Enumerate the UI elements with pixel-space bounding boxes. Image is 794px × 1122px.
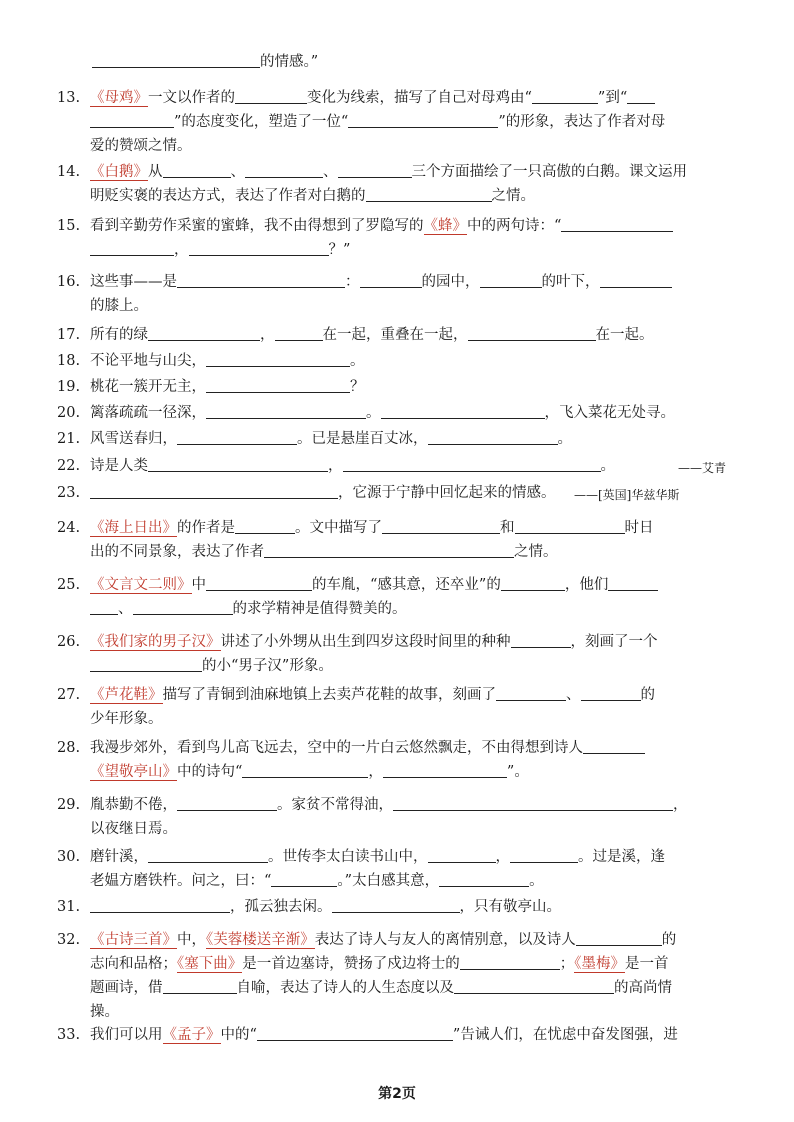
blank[interactable] xyxy=(271,871,337,887)
blank[interactable] xyxy=(206,575,312,591)
blank[interactable] xyxy=(338,162,412,178)
blank[interactable] xyxy=(148,325,260,341)
blank[interactable] xyxy=(189,240,329,256)
blank[interactable] xyxy=(561,216,673,232)
blank[interactable] xyxy=(532,88,598,104)
attribution: ——[英国]华兹华斯 xyxy=(574,488,680,502)
question-number: 30. xyxy=(57,849,81,865)
text-title: 《 海上日出 》 xyxy=(90,520,177,537)
question-number: 26. xyxy=(57,634,81,650)
blank[interactable] xyxy=(600,272,672,288)
blank[interactable] xyxy=(480,272,542,288)
blank[interactable] xyxy=(382,518,500,534)
question-number: 13. xyxy=(57,90,81,106)
question-number: 32. xyxy=(57,932,81,948)
attribution: ——艾青 xyxy=(678,461,727,475)
text-title: 《 白鹅 》 xyxy=(90,164,148,181)
blank[interactable] xyxy=(501,575,565,591)
question-number: 29. xyxy=(57,797,81,813)
text-title: 《 孟子 》 xyxy=(163,1027,221,1044)
blank[interactable] xyxy=(366,186,492,202)
blank[interactable] xyxy=(511,632,571,648)
question-number: 33. xyxy=(57,1027,81,1043)
blank[interactable] xyxy=(275,325,323,341)
question-number: 18. xyxy=(57,353,81,369)
blank[interactable] xyxy=(332,897,460,913)
worksheet-page: 的情感。” 13. 《 母鸡 》 一文以作者的 变化为线索，描写了自己对母鸡由“ ”到“ ”的态度变化，塑造了一位“ ”的形象，表达了作者对母 爱的赞颂之情。 14. 《 白鹅 》 从 、 、 三个方面描绘了一只高傲的白鹅。课文运用 明贬实褒的表达方式，表达了作者对白鹅的 之情。 15. 看到辛勤劳作采蜜的蜜蜂，我不由得想到了罗隐写的《 蜂 》 中的两句诗：“ ， ？” 16. 这些事——是 ： 的园中， 的叶下， 的膝上。 17. 所有的绿 ， 在一起，重叠在一起， 在一起。 18. 不论平地与山尖， 。 19. 桃花一簇开无主， ？ 20. 篱落疏疏一径深， 。 ，飞入菜花无处寻。 21. 风雪送春归， 。已是悬崖百丈冰， 。 22. 诗是人类 ， 。 ——艾青 23. ，它源于宁静中回忆起来的情感。 ——[英国]华兹华斯 24. 《 海上日出 》 的作者是 。文中描写了 和 时日 出的不同景象，表达了作者 之情。 25. 《 文言文二则 》 中 的车胤，“感其意，还卒业”的 ，他们 、 的求学精神是值得赞美的。 26. 《 我们家的男子汉 》 讲述了小外甥从出生到四岁这段时间里的种种 ，刻画了一个 的小“男子汉”形象。 27. 《 芦花鞋 》 描写了青铜到油麻地镇上去卖芦花鞋的故事，刻画了 、 的 少年形象。 28. 我漫步郊外，看到鸟儿高飞远去，空中的一片白云悠然飘走，不由得想到诗人 《 望敬亭山 》 中的诗句“ ， ”。 29. 胤恭勤不倦， 。家贫不常得油， ， 以夜继日焉。 30. 磨针溪， 。世传李太白读书山中， ， 。过是溪，逢 老媪方磨铁杵。问之，曰：“ 。”太白感其意， 。 31. ，孤云独去闲。 ，只有敬亭山。 32. 《 古诗三首 》 中，《 芙蓉楼送辛渐 》 表达了诗人与友人的离情别意，以及诗人 的 志向和品格；《 塞下曲 》 是一首边塞诗，赞扬了戍边将士的 ；《 墨梅 》 是一首 题画诗，借 自喻，表达了诗人的人生态度以及 的高尚情 操。 33. 我们可以用《 孟子 》 中的“ ”告诫人们，在忧虑中奋发图强，进 第2页 xyxy=(0,0,794,1122)
question-number: 21. xyxy=(57,431,81,447)
blank[interactable] xyxy=(90,112,174,128)
text-title: 《 望敬亭山 》 xyxy=(90,764,177,781)
blank[interactable] xyxy=(496,685,566,701)
blank[interactable] xyxy=(206,377,350,393)
blank[interactable] xyxy=(206,351,350,367)
blank[interactable] xyxy=(583,738,645,754)
question-number: 24. xyxy=(57,520,81,536)
text-title: 《 文言文二则 》 xyxy=(90,577,192,594)
blank[interactable] xyxy=(206,403,366,419)
blank[interactable] xyxy=(177,429,297,445)
blank[interactable] xyxy=(148,847,268,863)
text-title: 《 古诗三首 》 xyxy=(90,932,177,949)
blank[interactable] xyxy=(383,762,507,778)
question-number: 16. xyxy=(57,274,81,290)
blank[interactable] xyxy=(235,518,295,534)
blank[interactable] xyxy=(515,518,625,534)
blank[interactable] xyxy=(428,429,558,445)
text-title: 《 芙蓉楼送辛渐 》 xyxy=(206,932,315,949)
page-number: 第2页 xyxy=(378,1086,416,1102)
blank[interactable] xyxy=(163,162,231,178)
blank[interactable] xyxy=(627,88,655,104)
blank[interactable] xyxy=(90,897,230,913)
text-title: 《 蜂 》 xyxy=(424,218,468,235)
blank[interactable] xyxy=(343,456,601,472)
blank[interactable] xyxy=(163,978,237,994)
blank[interactable] xyxy=(348,112,498,128)
text-title: 《 芦花鞋 》 xyxy=(90,687,163,704)
question-number: 20. xyxy=(57,405,81,421)
question-number: 17. xyxy=(57,327,81,343)
blank[interactable] xyxy=(581,685,641,701)
blank[interactable] xyxy=(90,483,338,499)
question-number: 31. xyxy=(57,899,81,915)
blank[interactable] xyxy=(393,795,673,811)
text-title: 《 墨梅 》 xyxy=(574,956,625,973)
question-number: 25. xyxy=(57,577,81,593)
blank[interactable] xyxy=(133,599,233,615)
question-number: 19. xyxy=(57,379,81,395)
blank[interactable] xyxy=(608,575,658,591)
blank[interactable] xyxy=(381,403,545,419)
blank[interactable] xyxy=(90,656,202,672)
blank[interactable] xyxy=(468,325,596,341)
blank[interactable] xyxy=(510,847,578,863)
blank[interactable] xyxy=(90,599,118,615)
blank[interactable] xyxy=(439,871,529,887)
question-number: 14. xyxy=(57,164,81,180)
blank[interactable] xyxy=(576,930,662,946)
blank[interactable] xyxy=(148,456,328,472)
question-number: 22. xyxy=(57,458,81,474)
text-title: 《 塞下曲 》 xyxy=(177,956,242,973)
question-number: 15. xyxy=(57,218,81,234)
blank[interactable] xyxy=(245,162,323,178)
text-title: 《 我们家的男子汉 》 xyxy=(90,634,221,651)
blank[interactable] xyxy=(177,795,277,811)
question-number: 28. xyxy=(57,740,81,756)
blank[interactable] xyxy=(92,52,260,68)
blank[interactable] xyxy=(454,978,614,994)
blank[interactable] xyxy=(90,240,174,256)
question-number: 23. xyxy=(57,485,81,501)
blank[interactable] xyxy=(242,762,368,778)
blank[interactable] xyxy=(264,542,514,558)
blank[interactable] xyxy=(177,272,345,288)
blank[interactable] xyxy=(235,88,307,104)
blank[interactable] xyxy=(428,847,496,863)
text-title: 《 母鸡 》 xyxy=(90,90,148,107)
blank[interactable] xyxy=(257,1025,453,1041)
blank[interactable] xyxy=(360,272,422,288)
blank[interactable] xyxy=(460,954,560,970)
question-number: 27. xyxy=(57,687,81,703)
